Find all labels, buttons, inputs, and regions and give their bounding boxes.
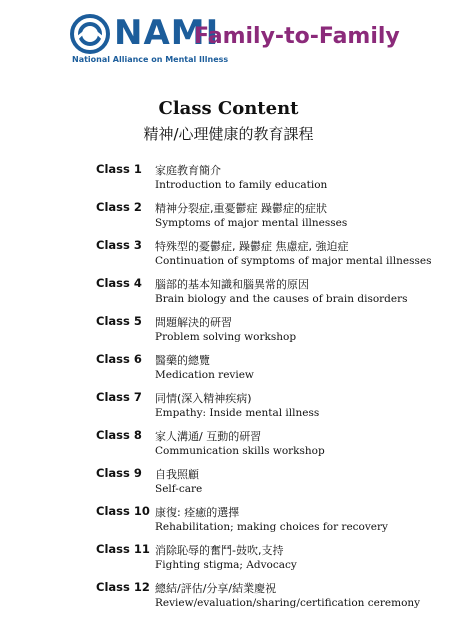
class-title-chinese: 腦部的基本知識和腦異常的原因 <box>155 278 309 291</box>
class-number: Class 5 <box>96 314 142 328</box>
class-title-chinese: 同情(深入精神疾病) <box>155 392 252 405</box>
class-number: Class 8 <box>96 428 142 442</box>
class-number: Class 4 <box>96 276 142 290</box>
page-subtitle: 精神/心理健康的教育課程 <box>143 125 314 143</box>
class-title-english: Self-care <box>155 483 203 495</box>
class-row <box>0 312 457 350</box>
header <box>70 12 430 74</box>
class-title-chinese: 醫藥的總覽 <box>155 354 210 367</box>
class-title-english: Review/evaluation/sharing/certification ceremony <box>155 597 421 609</box>
class-number: Class 2 <box>96 200 142 214</box>
class-row <box>0 578 457 616</box>
class-number: Class 7 <box>96 390 142 404</box>
class-row <box>0 160 457 198</box>
class-row <box>0 464 457 502</box>
class-title-chinese: 精神分裂症,重憂鬱症 躁鬱症的症狀 <box>155 202 327 215</box>
class-number: Class 3 <box>96 238 142 252</box>
class-title-chinese: 自我照顧 <box>155 468 199 481</box>
class-title-english: Communication skills workshop <box>155 445 325 457</box>
class-title-chinese: 家人溝通/ 互動的研習 <box>155 430 262 443</box>
class-number: Class 6 <box>96 352 142 366</box>
class-row <box>0 236 457 274</box>
class-title-english: Continuation of symptoms of major mental illnesses <box>155 255 432 267</box>
class-title-chinese: 問題解決的研習 <box>155 316 232 329</box>
logo-subtitle: National Alliance on Mental Illness <box>72 55 229 64</box>
class-title-english: Introduction to family education <box>155 179 328 191</box>
class-row <box>0 274 457 312</box>
class-title-english: Empathy: Inside mental illness <box>155 407 320 419</box>
class-title-english: Symptoms of major mental illnesses <box>155 217 348 229</box>
class-title-chinese: 家庭教育簡介 <box>155 164 221 177</box>
class-row <box>0 198 457 236</box>
class-title-english: Brain biology and the causes of brain disorders <box>155 293 408 305</box>
class-row <box>0 426 457 464</box>
class-title-english: Problem solving workshop <box>155 331 297 343</box>
class-title-chinese: 總結/評估/分享/結業慶祝 <box>155 582 277 595</box>
page-title: Class Content <box>158 98 299 119</box>
class-number: Class 9 <box>96 466 142 480</box>
class-list <box>0 160 457 616</box>
class-title-chinese: 特殊型的憂鬱症, 躁鬱症 焦慮症, 強迫症 <box>155 240 349 253</box>
class-title-english: Rehabilitation; making choices for recovery <box>155 521 388 533</box>
class-title-chinese: 消除恥辱的奮鬥-鼓吹,支持 <box>155 544 284 557</box>
class-row <box>0 540 457 578</box>
class-row <box>0 502 457 540</box>
class-title-english: Medication review <box>155 369 254 381</box>
nami-logo-icon <box>70 14 110 54</box>
class-title-chinese: 康復: 痊癒的選擇 <box>155 506 240 519</box>
class-number: Class 10 <box>96 504 150 518</box>
program-name: Family-to-Family <box>194 24 400 49</box>
class-row <box>0 388 457 426</box>
class-number: Class 1 <box>96 162 142 176</box>
class-number: Class 11 <box>96 542 150 556</box>
class-number: Class 12 <box>96 580 150 594</box>
logo-wordmark: NAMI <box>114 13 220 53</box>
class-title-english: Fighting stigma; Advocacy <box>155 559 297 571</box>
class-row <box>0 350 457 388</box>
